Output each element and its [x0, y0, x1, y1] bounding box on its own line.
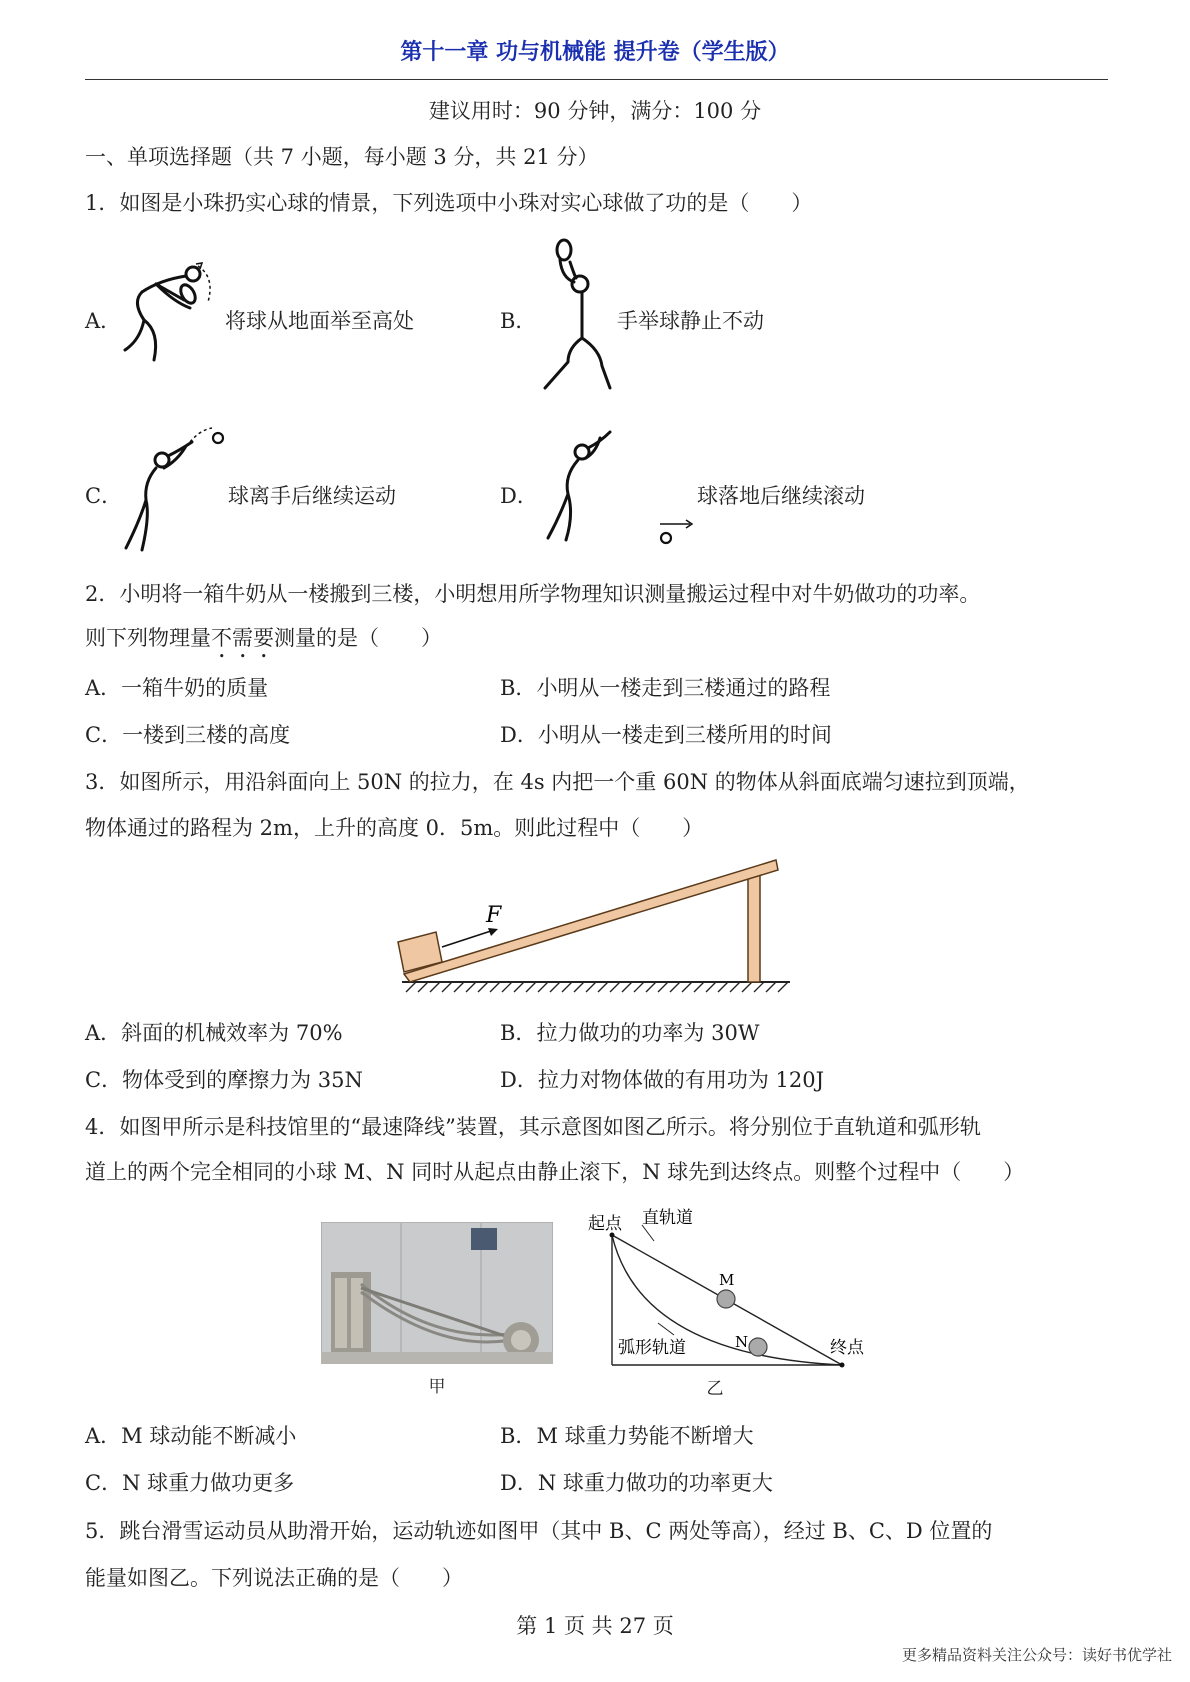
q1-option-b-text: 手举球静止不动	[617, 309, 764, 333]
q2-option-d: D．小明从一楼走到三楼所用的时间	[500, 723, 832, 747]
q4-stem-line2: 道上的两个完全相同的小球 M、N 同时从起点由静止滚下，N 球先到达终点。则整个过程中（ ）	[85, 1160, 1025, 1184]
exam-info: 建议用时：90 分钟，满分：100 分	[428, 99, 762, 123]
q4-caption-yi: 乙	[706, 1379, 724, 1399]
q1-figure-a	[120, 262, 230, 372]
q3-option-a: A．斜面的机械效率为 70%	[85, 1021, 343, 1045]
q4-stem-line1: 4．如图甲所示是科技馆里的“最速降线”装置，其示意图如图乙所示。将分别位于直轨道和弧形轨	[85, 1115, 981, 1139]
q1-option-a-text: 将球从地面举至高处	[225, 309, 414, 333]
q4-diagram-yi	[580, 1205, 880, 1370]
title-divider	[85, 79, 1108, 80]
q2-stem-line1: 2．小明将一箱牛奶从一楼搬到三楼，小明想用所学物理知识测量搬运过程中对牛奶做功的功率。	[85, 582, 981, 606]
q1-option-a-letter: A．	[85, 309, 122, 333]
q5-stem-line2: 能量如图乙。下列说法正确的是（ ）	[85, 1566, 463, 1590]
q3-option-c: C．物体受到的摩擦力为 35N	[85, 1068, 363, 1092]
q2-stem-pre: 则下列物理量	[85, 626, 211, 650]
q1-figure-c	[120, 420, 235, 555]
q4-option-b: B．M 球重力势能不断增大	[500, 1424, 754, 1448]
q1-figure-d	[540, 428, 620, 548]
q1-option-c-letter: C．	[85, 484, 123, 508]
q2-option-b: B．小明从一楼走到三楼通过的路程	[500, 676, 831, 700]
q1-ball-rolling-icon	[658, 512, 698, 546]
q3-stem-line1: 3．如图所示，用沿斜面向上 50N 的拉力，在 4s 内把一个重 60N 的物体从斜面底端匀速拉到顶端，	[85, 770, 1030, 794]
q1-option-b-letter: B．	[500, 309, 537, 333]
q2-option-a: A．一箱牛奶的质量	[85, 676, 269, 700]
q1-option-c-text: 球离手后继续运动	[228, 484, 396, 508]
q4-label-straight: 直轨道	[642, 1208, 693, 1228]
q3-force-label: F	[486, 903, 502, 928]
q4-label-m: M	[719, 1271, 735, 1289]
q2-stem-emphasis: 不需要	[211, 626, 274, 650]
q4-label-start: 起点	[588, 1214, 622, 1234]
section-heading: 一、单项选择题（共 7 小题，每小题 3 分，共 21 分）	[85, 145, 599, 169]
q3-incline-figure	[390, 850, 800, 1000]
q4-label-arc: 弧形轨道	[618, 1338, 686, 1358]
watermark: 更多精品资料关注公众号：读好书优学社	[901, 1646, 1172, 1664]
q4-label-end: 终点	[830, 1338, 864, 1358]
q4-caption-jia: 甲	[428, 1377, 446, 1397]
page-title: 第十一章 功与机械能 提升卷（学生版）	[400, 40, 790, 65]
q2-option-c: C．一楼到三楼的高度	[85, 723, 291, 747]
q4-photo-jia	[321, 1222, 553, 1364]
q1-stem: 1．如图是小珠扔实心球的情景，下列选项中小珠对实心球做了功的是（ ）	[85, 191, 813, 215]
q1-option-d-text: 球落地后继续滚动	[697, 484, 865, 508]
q2-stem-line2	[85, 622, 442, 663]
q1-option-d-letter: D．	[500, 484, 538, 508]
q3-option-b: B．拉力做功的功率为 30W	[500, 1021, 760, 1045]
q4-label-n: N	[735, 1333, 749, 1351]
q1-figure-b	[540, 238, 620, 398]
q4-option-c: C．N 球重力做功更多	[85, 1471, 295, 1495]
q5-stem-line1: 5．跳台滑雪运动员从助滑开始，运动轨迹如图甲（其中 B、C 两处等高），经过 B、C、D 位置的	[85, 1519, 993, 1543]
page-number: 第 1 页 共 27 页	[516, 1614, 674, 1638]
q3-option-d: D．拉力对物体做的有用功为 120J	[500, 1068, 825, 1092]
q2-stem-post: 测量的是（ ）	[274, 626, 442, 650]
q4-option-a: A．M 球动能不断减小	[85, 1424, 297, 1448]
q3-stem-line2: 物体通过的路程为 2m，上升的高度 0．5m。则此过程中（ ）	[85, 816, 704, 840]
q4-option-d: D．N 球重力做功的功率更大	[500, 1471, 773, 1495]
